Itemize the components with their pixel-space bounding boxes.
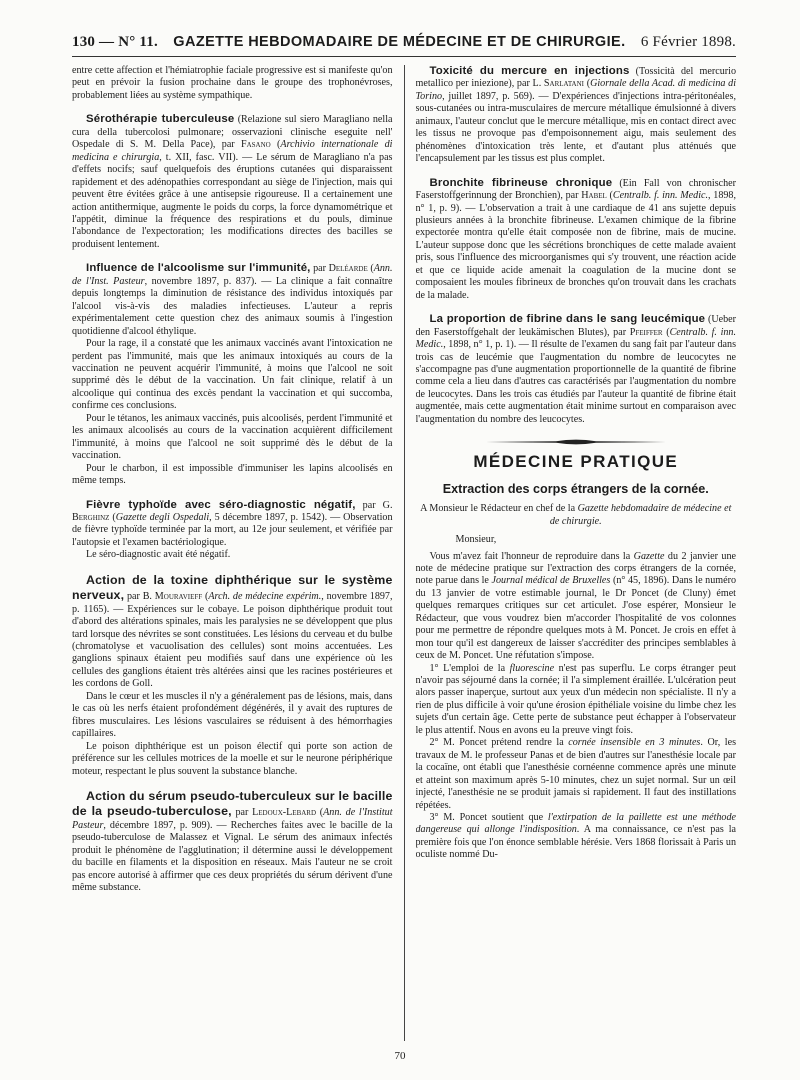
body-text: du 2 janvier une note de médecine pratique sur l'extraction des corps étrangers de la cornée, note parue dans le xyxy=(415,550,736,587)
journal-reference: Centralb. f. inn. Medic. xyxy=(612,190,709,202)
body-text: ( xyxy=(270,139,281,151)
journal-reference: Ann. de l'Inst. Pasteur xyxy=(72,263,393,287)
journal-reference: Giornale della Acad. di medicina di Torino xyxy=(415,78,736,102)
body-text: ( xyxy=(606,190,613,202)
author-name: Sarlatani xyxy=(543,78,584,90)
body-text: n'est pas superflu. Le corps étranger peut n'avoir pas séjourné dans la cornée; il l'a simplement éraillée. L'ulcération peut alors passer inaperçue, surtout aux yeux d'un médecin non spécialiste. Il n'y a rien de plus difficile à voir qu'une érosion épithéliale voisine du limbe chez les sujets d'un certain âge. Cette perte de substance peut échapper à l'observateur le plus attentif. Nous en avons eu la preuve vingt fois. xyxy=(415,662,736,736)
left-column xyxy=(72,65,393,1041)
article-heading: Toxicité du mercure en injections xyxy=(429,65,630,77)
body-text: Vous m'avez fait l'honneur de reproduire dans la xyxy=(429,550,634,562)
paragraph: Pour le tétanos, les animaux vaccinés, puis alcoolisés, perdent l'immunité et les animaux alcoolisés au cours de la vaccination acquièrent difficilement l'immunité, à moins que l'alcool ne soit supprimé dès le début de la vaccination. xyxy=(72,412,393,462)
author-name: Fasano xyxy=(240,139,271,151)
paragraph: entre cette affection et l'hémiatrophie faciale progressive est si manifeste qu'on peut en prévoir la fusion prochaine dans le groupe des trophonévroses, probablement liées au système sympathique. xyxy=(72,65,393,101)
paragraph: Pour le charbon, il est impossible d'immuniser les lapins alcoolisés en même temps. xyxy=(72,462,393,487)
ornamental-rule xyxy=(416,438,737,446)
author-name: Deléarde xyxy=(328,263,368,275)
page-number: 130 — N° 11. xyxy=(72,34,158,50)
journal-reference: Arch. de médecine expérim. xyxy=(208,591,322,603)
body-text: ( xyxy=(202,591,209,603)
author-name: Habel xyxy=(581,190,607,202)
article-bronchite xyxy=(416,177,737,303)
article-toxine-diphtherique xyxy=(72,573,393,778)
journal-reference: Ann. de l'Institut Pasteur xyxy=(72,807,393,831)
article-heading: Sérothérapie tuberculeuse xyxy=(86,113,235,126)
body-text: ( xyxy=(662,326,670,338)
author-name: Pfeiffer xyxy=(629,326,663,338)
paragraph: Pour la rage, il a constaté que les animaux vaccinés avant l'intoxication ne perdent pas l'immunité, mais que les animaux intoxiqués au cours de la vaccination ne peuvent acquérir l'immunité, à moins que l'alcool ne soit supprimé dès le début de la vaccination. Un fait clinique, relatif à un alcoolique qui continua des excès pendant la vaccination et qui succomba, confirme ces conclusions. xyxy=(72,338,393,412)
author-name: Ledoux-Lebard xyxy=(252,807,317,819)
body-text: (Relazione sul siero Maragliano nella cura della tubercolosi pulmonare; osservazioni clinische eseguite nell' Ospedale di S. M. Della Pace), par xyxy=(72,114,393,151)
body-text: . Or, les travaux de M. le professeur Panas et de bien d'autres sur l'anesthésie locale par la cocaïne, ont établi que l'anesthésie cornéenne commence après une minute et atteint son maximum après 5-10 minutes, chez un sujet normal. Sur un œil injecté, l'anesthésie ne se produit jamais si rapidement. Il faut des instillations répétées. xyxy=(415,737,736,811)
article-heading: La proportion de fibrine dans le sang leucémique xyxy=(429,313,706,326)
body-text: ( xyxy=(367,263,374,275)
body-text: 1° L'emploi de la xyxy=(429,662,510,674)
author-name: Mouravieff xyxy=(154,591,203,603)
body-text: par xyxy=(310,263,329,275)
article-heading: Action de la toxine diphthérique sur le système nerveux, xyxy=(72,572,393,603)
body-text: par B. xyxy=(124,591,155,603)
letter-paragraph xyxy=(416,663,737,738)
two-column-body xyxy=(72,65,736,1041)
article-serotherapie xyxy=(72,113,393,251)
journal-reference: Gazette hebdomadaire de médecine et de chirurgie. xyxy=(549,503,732,527)
article-heading: Fièvre typhoïde avec séro-diagnostic négatif, xyxy=(86,498,356,511)
journal-reference: Archivio internationale di medicina e chirurgia xyxy=(72,139,393,163)
article-fievre-typhoide xyxy=(72,499,393,562)
letter-address xyxy=(416,503,737,528)
body-text: A Monsieur le Rédacteur en chef de la xyxy=(420,503,578,515)
body-text: 2° M. Poncet prétend rendre la xyxy=(429,737,569,749)
article-title: Extraction des corps étrangers de la cornée. xyxy=(442,481,709,496)
letter-paragraph xyxy=(416,551,737,663)
article-heading: Influence de l'alcoolisme sur l'immunité, xyxy=(86,262,311,275)
body-text: , novembre 1897, p. 1165). — Expériences sur le cobaye. Le poison diphthérique produit tout d'abord des altérations spinales, mais les paralysies ne se développent que plus tard lorsque des névrites se sont constituées. Les lésions du cerveau et du bulbe (chromatolyse et vacuolisation des cellules) sont moins accentuées. Les ganglions spinaux étaient peu modifiés sauf dans une expérience où les cellules des ganglions étaient très altérées ainsi que les racines postérieures et les cordons de Goll. xyxy=(72,591,393,690)
body-text: , décembre 1897, p. 909). — Recherches faites avec le bacille de la pseudo-tuberculose de Malassez et Vignal. Le sérum des animaux infectés produit le phénomène de l'agglutination; il détermine aussi le développement du bacille en filaments et la disposition en réseaux. Mais l'auteur ne se croit pas encore autorisé à affirmer que ces deux propriétés du sérum dérivent d'une même substance. xyxy=(72,819,393,894)
journal-reference: Gazette degli Ospedali xyxy=(115,511,210,523)
body-text: par G. xyxy=(355,499,393,511)
journal-reference: Centralb. f. inn. Medic. xyxy=(415,326,736,351)
ornament-divider xyxy=(486,438,666,446)
body-text: ( xyxy=(316,807,324,819)
article-fibrine-leucemique xyxy=(416,313,737,426)
letter-paragraph xyxy=(416,812,737,862)
emphasis: l'extirpation de la paillette est une méthode dangereuse qui allonge l'indisposition xyxy=(415,812,736,836)
author-name: Berghinz xyxy=(72,511,110,523)
right-column xyxy=(416,65,737,1041)
body-text: . A ma connaissance, ce n'est pas la première fois que l'on énonce semblable hérésie. Vers 1868 florissait à Paris un oculiste nommé Du- xyxy=(415,824,736,861)
emphasis: fluorescine xyxy=(509,662,555,674)
body-text: , 1898, n° 1, p. 9). — L'observation a trait à une cardiaque de 41 ans sujette depuis plusieurs années à la bronchite fibrineuse. L'examen chimique de la fibrine expectorée montra qu'elle était composée non de fibrine, mais de mucine. L'auteur suppose donc que les sécrétions bronchiques de cette malade avaient pris, sous l'influence des microorganismes qui s'y trouvent, une réaction acide et que ce liquide acide amenait la coagulation de la mucine dont se composaient les moules fibrineux de bronches qu'on trouvait dans les crachats de la malade. xyxy=(415,190,736,301)
paragraph: Le séro-diagnostic avait été négatif. xyxy=(86,549,231,561)
letter-paragraph xyxy=(416,737,737,812)
body-text: (n° 45, 1896). Dans le numéro du 13 janvier de votre estimable journal, le Dr Poncet (de Cluny) émet quelques remarques critiques sur cet articulet. J'ose espérer, Monsieur le Rédacteur, que vous voudrez bien m'accorder l'hospitalité de vos colonnes pour me permettre de répondre quelques mots à M. Poncet. Je crois en effet à mon tour qu'il est dangereux de laisser s'accréditer des principes semblables à ceux de M. Poncet. Une réfutation s'impose. xyxy=(415,575,736,662)
running-header xyxy=(72,34,736,57)
body-text: ( xyxy=(109,511,116,523)
body-text: , 5 décembre 1897, p. 1542). — Observation de fièvre typhoïde terminée par la mort, au 12e jour seulement, et vérifiée par l'autopsie et l'examen bactériologique. xyxy=(72,511,393,548)
body-text: (Ein Fall von chronischer Faserstoffgerinnung der Bronchien), par xyxy=(415,177,736,202)
body-text: (Tossicità del mercurio metallico per iniezione), par L. xyxy=(415,66,736,90)
article-heading: Bronchite fibrineuse chronique xyxy=(429,176,613,189)
paragraph: Le poison diphthérique est un poison électif qui porte son action de préférence sur les cellules motrices de la moelle et sur le neurone périphérique moteur, respectant le plus souvent la substance blanche. xyxy=(72,740,393,777)
paragraph: Dans le cœur et les muscles il n'y a généralement pas de lésions, mais, dans le cas où les nerfs étaient profondément dégénérés, il y avait des ruptures de fibres musculaires. Les lésions vasculaires se réduisent à des hémorrhagies capillaires. xyxy=(72,690,393,740)
article-mercure xyxy=(416,65,737,166)
issue-date: 6 Février 1898. xyxy=(640,34,736,50)
body-text: , 1898, n° 1, p. 1). — Il résulte de l'examen du sang fait par l'auteur dans trois cas de leucémie que l'augmentation du nombre de leucocytes ne s'accompagne pas d'une augmentation proportionnelle de la quantité de fibrine comme cela a lieu dans d'autres cas caractérisés par l'augmentation du nombre de leucocytes. Dans les trois cas étudiés par l'auteur la quantité de fibrine était augmentée, mais cette augmentation était minime surtout en comparaison avec l'augmentation du nombre des leucocytes. xyxy=(415,339,736,425)
salutation: Monsieur, xyxy=(455,534,497,546)
body-text: , t. XII, fasc. VII). — Le sérum de Maragliano n'a pas d'effets nocifs; sauf quelquefois des éruptions cutanées qui disparaissent rapidement et des adénopathies correspondant au siège de l'injection, mais qui peuvent être évitées grâce à une antisepsie rigoureuse. Il a certainement une action antithermique, augmente le poids du corps, la force dynamométrique et l'appétit, diminue la fréquence des respirations et du pouls, diminue l'abondance de l'expectoration; les modifications directes des bacilles se produisent lentement. xyxy=(72,151,393,250)
article-serum-pseudo-tuberculeux xyxy=(72,789,393,895)
section-title: MÉDECINE PRATIQUE xyxy=(473,452,679,472)
body-text: par xyxy=(231,807,253,819)
article-alcoolisme xyxy=(72,262,393,487)
body-text: , juillet 1897, p. 569). — D'expériences d'injections intra-péritonéales, sous-cutanées ou intra-musculaires de mercure métallique émulsionné à divers animaux, l'auteur conclut que le mercure métallique, mis en contact direct avec les tissus ne provoque pas d'empoisonnement aigu, mais seulement des phénomènes d'intoxication très lente, et d'autant plus atténués que l'encapsulement par les tissus est plus complet. xyxy=(415,90,736,165)
article-heading: Action du sérum pseudo-tuberculeux sur le bacille de la pseudo-tuberculose, xyxy=(72,789,393,819)
journal-title: GAZETTE HEBDOMADAIRE DE MÉDECINE ET DE CHIRURGIE. xyxy=(173,34,626,50)
emphasis: cornée insensible en 3 minutes xyxy=(568,737,701,749)
body-text: 3° M. Poncet soutient que xyxy=(429,812,548,824)
body-text: , novembre 1897, p. 837). — La clinique a fait connaître depuis longtemps la diminution de résistance des individus intoxiqués par l'alcool vis-à-vis des maladies infectieuses. L'auteur a repris expérimentalement cette question chez des animaux soumis à l'ingestion quotidienne d'alcool éthylique. xyxy=(72,275,393,337)
page-folio: 70 xyxy=(394,1050,406,1062)
journal-reference: Journal médical de Bruxelles xyxy=(491,575,611,587)
column-rule xyxy=(404,65,405,1041)
body-text: ( xyxy=(583,78,591,90)
journal-reference: Gazette xyxy=(633,550,665,562)
article-continuation xyxy=(72,65,393,102)
body-text: (Ueber den Faserstoffgehalt der leukämischen Blutes), par xyxy=(415,314,736,338)
